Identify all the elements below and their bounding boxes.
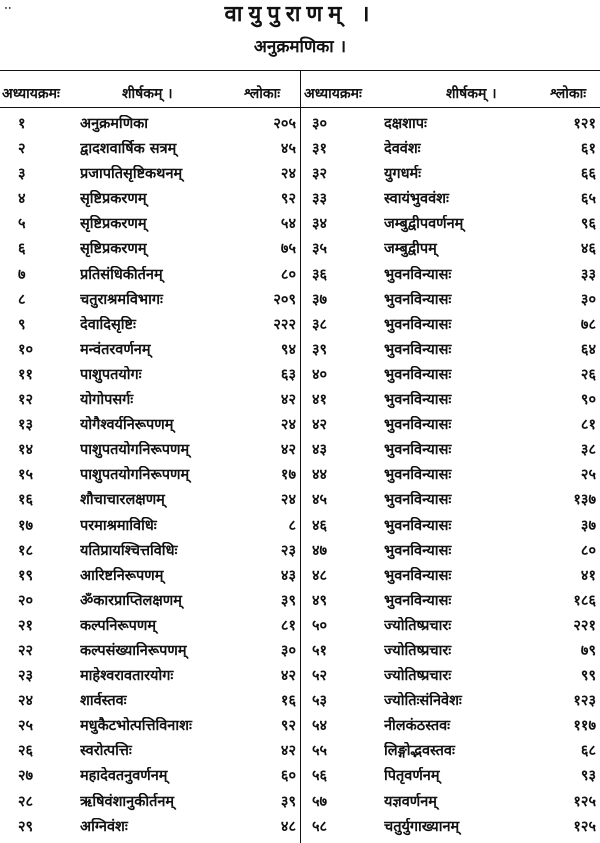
- verse-count: ९२: [280, 717, 296, 735]
- chapter-number: ४५: [312, 491, 328, 509]
- chapter-title: प्रतिसंधिकीर्तनम्: [80, 265, 163, 283]
- chapter-header-right: अध्यायक्रमः: [304, 86, 362, 102]
- chapter-title: पितृवर्णनम्: [384, 767, 440, 785]
- chapter-title: महादेवतनुवर्णनम्: [80, 767, 168, 785]
- verse-count: ७५: [280, 240, 296, 258]
- chapter-number: १०: [18, 340, 34, 358]
- table-row: [0, 187, 600, 212]
- verse-count: ६५: [580, 190, 596, 208]
- table-row: [0, 739, 600, 764]
- chapter-number: २७: [18, 767, 34, 785]
- chapter-number: ४३: [312, 441, 328, 459]
- chapter-title: ऋषिवंशानुकीर्तनम्: [80, 792, 175, 810]
- verse-count: ११७: [573, 717, 596, 735]
- chapter-title: योगोपसर्गः: [80, 391, 134, 409]
- chapter-number: ४६: [312, 516, 328, 534]
- chapter-number: २५: [18, 717, 34, 735]
- chapter-title: चतुराश्रमविभागः: [80, 290, 163, 308]
- chapter-number: ९: [18, 315, 26, 333]
- verse-count: ९०: [580, 391, 596, 409]
- chapter-title: भुवनविन्यासः: [384, 265, 452, 283]
- chapter-number: ५४: [312, 717, 328, 735]
- chapter-title: देववंशः: [384, 140, 421, 158]
- chapter-number: ४०: [312, 365, 328, 383]
- chapter-title: भुवनविन्यासः: [384, 391, 452, 409]
- chapter-number: १४: [18, 441, 34, 459]
- table-row: [0, 589, 600, 614]
- chapter-number: २१: [18, 616, 34, 634]
- verse-count: ६१: [580, 140, 596, 158]
- chapter-number: ४१: [312, 391, 328, 409]
- chapter-title: यज्ञवर्णनम्: [384, 792, 437, 810]
- verse-count: ८: [288, 516, 296, 534]
- verse-count: १२१: [573, 115, 596, 132]
- chapter-title: माहेश्वरावतारयोगः: [80, 667, 174, 685]
- table-row: [0, 714, 600, 739]
- chapter-title: सृष्टिप्रकरणम्: [80, 190, 147, 208]
- verse-count: ९३: [580, 767, 596, 785]
- table-row: [0, 564, 600, 589]
- verse-count: ७९: [580, 641, 596, 659]
- chapter-title: भुवनविन्यासः: [384, 290, 452, 308]
- chapter-number: २९: [18, 817, 34, 835]
- verse-count: २४: [280, 165, 296, 183]
- chapter-title: भुवनविन्यासः: [384, 340, 452, 358]
- chapter-title: भुवनविन्यासः: [384, 566, 452, 584]
- chapter-number: ५६: [312, 767, 328, 785]
- table-row: [0, 614, 600, 639]
- table-row: [0, 639, 600, 664]
- chapter-number: ५७: [312, 792, 328, 810]
- verse-count: ३८: [580, 441, 596, 459]
- verse-count: २३: [280, 541, 296, 559]
- table-row: [0, 313, 600, 338]
- chapter-number: ५: [18, 215, 26, 233]
- chapter-number: ६: [18, 240, 26, 258]
- chapter-number: ५१: [312, 641, 328, 659]
- chapter-title: ज्योतिष्प्रचारः: [384, 641, 452, 659]
- contents-table: [0, 112, 600, 840]
- page-mark: ॱॱ: [4, 4, 12, 18]
- table-row: [0, 413, 600, 438]
- chapter-number: ३: [18, 165, 26, 183]
- verse-count: ७८: [580, 315, 596, 333]
- verse-count: २६: [580, 365, 596, 383]
- verse-count: ९२: [280, 190, 296, 208]
- chapter-title: भुवनविन्यासः: [384, 516, 452, 534]
- verse-count: ३९: [280, 591, 296, 609]
- verse-count: ५४: [280, 215, 296, 233]
- table-row: [0, 438, 600, 463]
- table-row: [0, 764, 600, 789]
- chapter-title: चतुर्युगाख्यानम्: [384, 817, 460, 835]
- chapter-title: सृष्टिप्रकरणम्: [80, 215, 147, 233]
- chapter-number: २८: [18, 792, 34, 810]
- chapter-number: ३४: [312, 215, 328, 233]
- table-row: [0, 463, 600, 488]
- chapter-number: ४४: [312, 466, 328, 484]
- chapter-title: ज्योतिःसंनिवेशः: [384, 692, 462, 710]
- chapter-number: ३३: [312, 190, 328, 208]
- table-row: [0, 137, 600, 162]
- chapter-title: ज्योतिष्प्रचारः: [384, 667, 452, 685]
- chapter-title: शार्वस्तवः: [80, 692, 127, 710]
- chapter-title: द्वादशवार्षिक सत्रम्: [80, 140, 177, 158]
- verse-count: ३७: [580, 516, 596, 534]
- chapter-title: ॐकारप्राप्तिलक्षणम्: [80, 591, 182, 609]
- chapter-title: मधुकैटभोत्पत्तिविनाशः: [80, 717, 192, 735]
- table-row: [0, 514, 600, 539]
- chapter-number: ३६: [312, 265, 328, 283]
- table-row: [0, 363, 600, 388]
- verse-count: ९६: [580, 215, 596, 233]
- chapter-title: भुवनविन्यासः: [384, 541, 452, 559]
- chapter-title: पाशुपतयोगनिरूपणम्: [80, 466, 190, 484]
- verse-count: ४२: [280, 742, 296, 760]
- chapter-number: ३२: [312, 165, 328, 183]
- chapter-title: युगधर्मः: [384, 165, 422, 183]
- verse-count: ३०: [280, 641, 296, 659]
- chapter-number: १७: [18, 516, 34, 534]
- chapter-title: भुवनविन्यासः: [384, 466, 452, 484]
- chapter-title: मन्वंतरवर्णनम्: [80, 340, 151, 358]
- verse-count: ४१: [580, 566, 596, 584]
- chapter-title: भुवनविन्यासः: [384, 591, 452, 609]
- verse-count: ८०: [280, 265, 296, 283]
- verse-count: ६६: [580, 165, 596, 183]
- verse-count: ४२: [280, 667, 296, 685]
- chapter-number: २०: [18, 591, 34, 609]
- chapter-number: ८: [18, 290, 26, 308]
- title-header-right: शीर्षकम् ।: [446, 86, 497, 102]
- chapter-number: ४९: [312, 591, 328, 609]
- verse-count: ६८: [580, 742, 596, 760]
- chapter-number: ३५: [312, 240, 328, 258]
- chapter-title: कल्पसंख्यानिरूपणम्: [80, 641, 187, 659]
- table-row: [0, 338, 600, 363]
- verse-count: ६४: [580, 340, 596, 358]
- chapter-number: २३: [18, 667, 34, 685]
- chapter-title: भुवनविन्यासः: [384, 416, 452, 434]
- chapter-number: ३८: [312, 315, 328, 333]
- verse-count: ९९: [580, 667, 596, 685]
- chapter-title: अग्निवंशः: [80, 817, 128, 835]
- chapter-title: सृष्टिप्रकरणम्: [80, 240, 147, 258]
- chapter-number: ५८: [312, 817, 328, 835]
- table-row: [0, 162, 600, 187]
- table-row: [0, 388, 600, 413]
- verse-count: ६०: [280, 767, 296, 785]
- chapter-number: ११: [18, 365, 34, 383]
- chapter-title: भुवनविन्यासः: [384, 315, 452, 333]
- chapter-number: २२: [18, 641, 34, 659]
- table-row: [0, 112, 600, 137]
- chapter-title: भुवनविन्यासः: [384, 491, 452, 509]
- table-row: [0, 539, 600, 564]
- chapter-number: ४८: [312, 566, 328, 584]
- chapter-title: योगैश्वर्यनिरूपणम्: [80, 416, 174, 434]
- verse-count: २२१: [573, 616, 596, 634]
- chapter-number: २६: [18, 742, 34, 760]
- verses-header-left: श्लोकाः: [244, 86, 281, 102]
- verse-count: १२३: [573, 692, 596, 710]
- verse-count: ३९: [280, 792, 296, 810]
- chapter-title: शौचाचारलक्षणम्: [80, 491, 165, 509]
- verse-count: ६३: [280, 365, 296, 383]
- chapter-number: १: [18, 115, 26, 132]
- page-title: वायुपुराणम् ।: [224, 1, 376, 27]
- verse-count: १७: [280, 466, 296, 484]
- verse-count: ३०: [580, 290, 596, 308]
- table-row: [0, 664, 600, 689]
- verse-count: ८१: [280, 616, 296, 634]
- chapter-number: १३: [18, 416, 34, 434]
- chapter-number: २: [18, 140, 26, 158]
- chapter-number: १२: [18, 391, 34, 409]
- chapter-number: ४२: [312, 416, 328, 434]
- verse-count: ९४: [280, 340, 296, 358]
- verse-count: २४: [280, 491, 296, 509]
- table-row: [0, 790, 600, 815]
- chapter-number: ३९: [312, 340, 328, 358]
- table-row: [0, 488, 600, 513]
- chapter-title: प्रजापतिसृष्टिकथनम्: [80, 165, 183, 183]
- verse-count: १३७: [573, 491, 596, 509]
- table-row: [0, 815, 600, 840]
- verse-count: १६: [280, 692, 296, 710]
- chapter-number: ५५: [312, 742, 328, 760]
- chapter-title: पाशुपतयोगनिरूपणम्: [80, 441, 190, 459]
- chapter-number: १९: [18, 566, 34, 584]
- title-header-left: शीर्षकम् ।: [122, 86, 173, 102]
- verses-header-right: श्लोकाः: [550, 86, 587, 102]
- chapter-title: भुवनविन्यासः: [384, 365, 452, 383]
- chapter-title: ज्योतिष्प्रचारः: [384, 616, 452, 634]
- verse-count: ४३: [280, 566, 296, 584]
- chapter-number: ३१: [312, 140, 328, 158]
- chapter-number: १५: [18, 466, 34, 484]
- chapter-number: ४: [18, 190, 26, 208]
- verse-count: १२५: [573, 792, 596, 810]
- chapter-title: पाशुपतयोगः: [80, 365, 142, 383]
- verse-count: २४: [280, 416, 296, 434]
- chapter-title: दक्षशापः: [384, 115, 427, 132]
- chapter-title: कल्पनिरूपणम्: [80, 616, 157, 634]
- chapter-number: ७: [18, 265, 26, 283]
- chapter-title: लिङ्गोद्भवस्तवः: [384, 742, 455, 760]
- verse-count: ४२: [280, 391, 296, 409]
- chapter-number: ४७: [312, 541, 328, 559]
- chapter-title: अनुक्रमणिका: [80, 115, 149, 132]
- chapter-title: जम्बुद्वीपम्: [384, 240, 437, 258]
- table-row: [0, 263, 600, 288]
- verse-count: २०९: [273, 290, 296, 308]
- chapter-title: परमाश्रमाविधिः: [80, 516, 157, 534]
- table-row: [0, 288, 600, 313]
- chapter-title: जम्बुद्वीपवर्णनम्: [384, 215, 464, 233]
- chapter-title: भुवनविन्यासः: [384, 441, 452, 459]
- verse-count: २५: [580, 466, 596, 484]
- chapter-title: देवादिसृष्टिः: [80, 315, 136, 333]
- column-header-row: [0, 84, 600, 104]
- table-row: [0, 212, 600, 237]
- verse-count: ४६: [580, 240, 596, 258]
- chapter-title: स्वायंभुववंशः: [384, 190, 449, 208]
- verse-count: २२२: [273, 315, 296, 333]
- chapter-title: स्वरोत्पत्तिः: [80, 742, 132, 760]
- verse-count: १८६: [573, 591, 596, 609]
- chapter-number: १८: [18, 541, 34, 559]
- table-row: [0, 237, 600, 262]
- page-subtitle: अनुक्रमणिका ।: [253, 37, 347, 57]
- verse-count: २०५: [273, 115, 296, 132]
- chapter-number: ३०: [312, 115, 328, 132]
- chapter-title: आरिष्टनिरूपणम्: [80, 566, 164, 584]
- chapter-number: १६: [18, 491, 34, 509]
- chapter-title: नीलकंठस्तवः: [384, 717, 451, 735]
- verse-count: ८०: [580, 541, 596, 559]
- verse-count: १२५: [573, 817, 596, 835]
- verse-count: ४५: [280, 140, 296, 158]
- chapter-number: २४: [18, 692, 34, 710]
- chapter-header-left: अध्यायक्रमः: [2, 86, 60, 102]
- chapter-number: ५२: [312, 667, 328, 685]
- chapter-number: ५३: [312, 692, 328, 710]
- verse-count: ८१: [580, 416, 596, 434]
- table-row: [0, 689, 600, 714]
- chapter-number: ३७: [312, 290, 328, 308]
- verse-count: ३३: [580, 265, 596, 283]
- chapter-title: यतिप्रायश्चित्तविधिः: [80, 541, 178, 559]
- verse-count: ४८: [280, 817, 296, 835]
- verse-count: ४२: [280, 441, 296, 459]
- chapter-number: ५०: [312, 616, 328, 634]
